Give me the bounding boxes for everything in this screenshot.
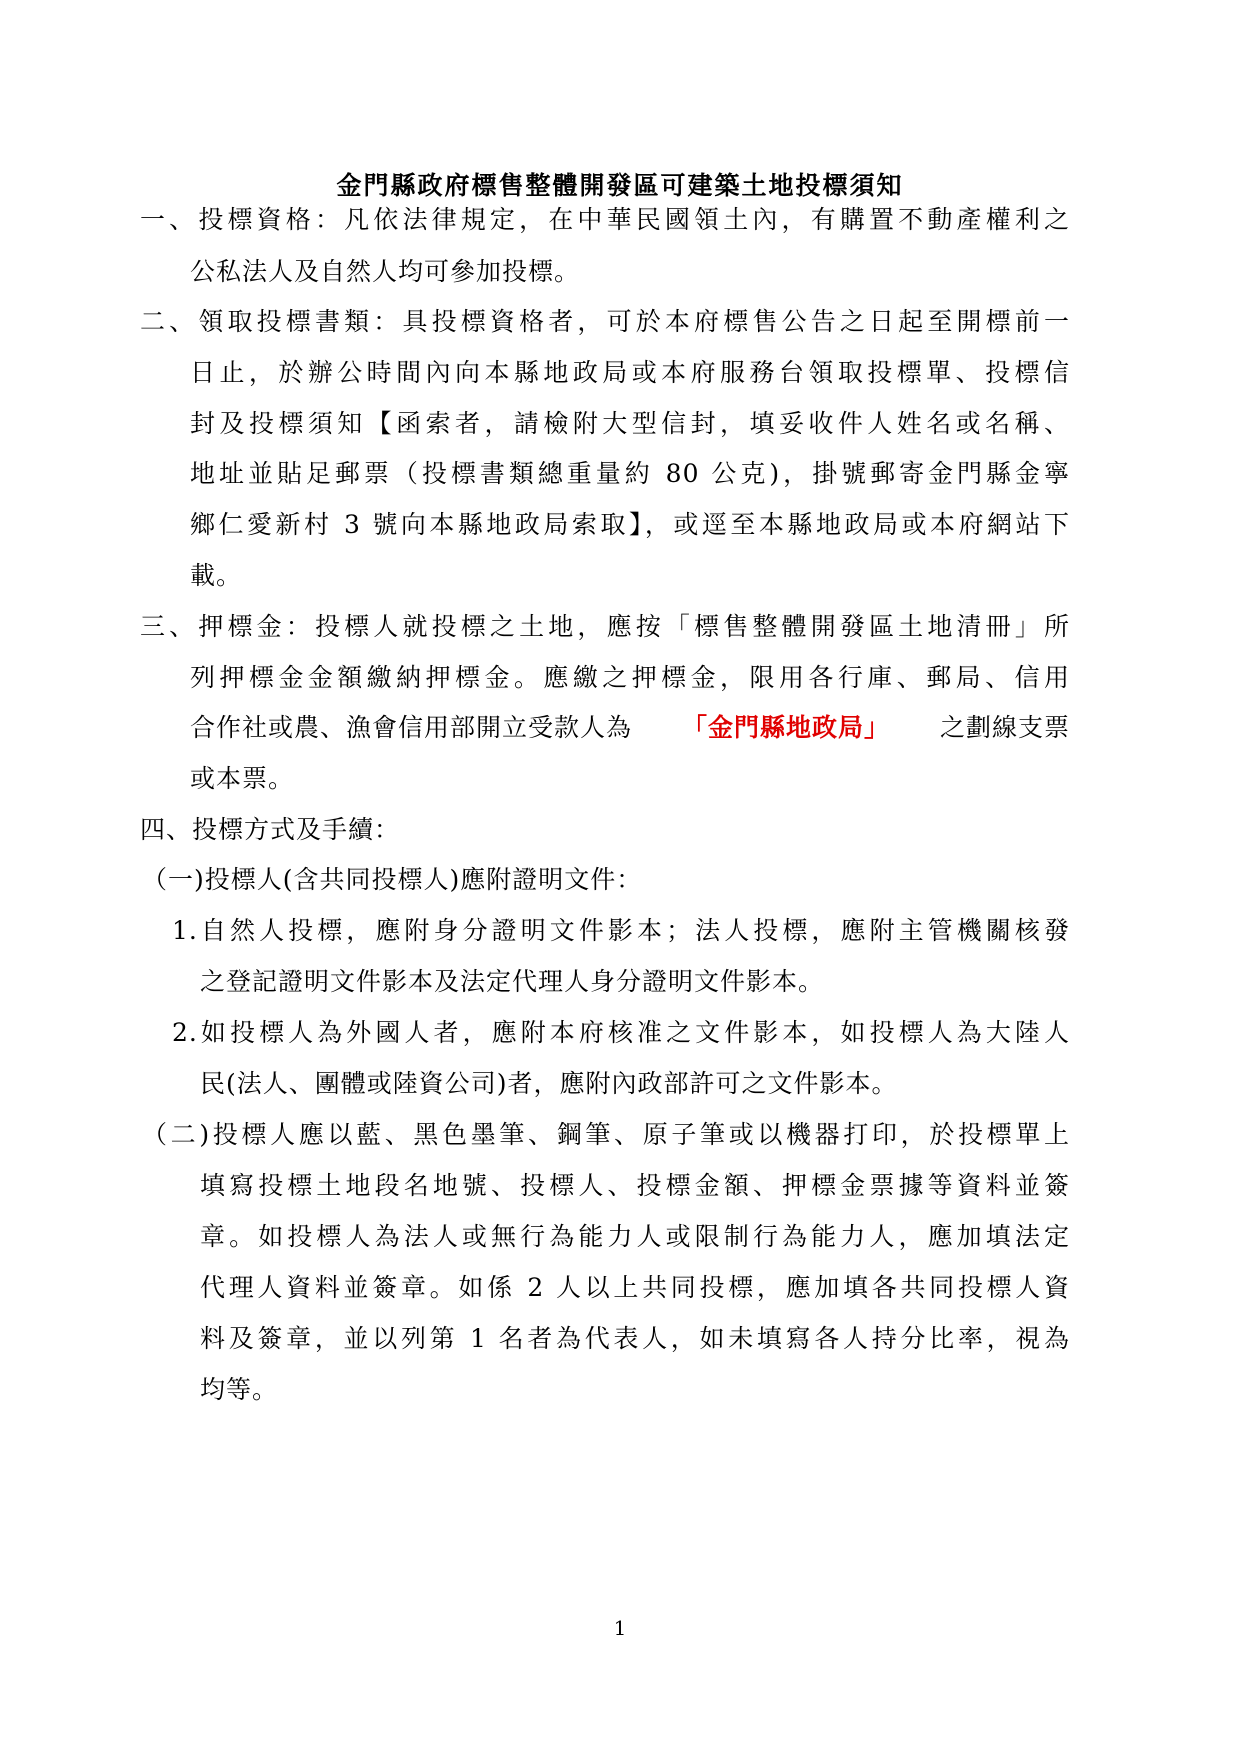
text-line: （二)投標人應以藍、黑色墨筆、鋼筆、原子筆或以機器打印，於投標單上 bbox=[142, 1120, 1070, 1149]
text-line: 四、投標方式及手續： bbox=[140, 815, 401, 844]
text-line: 鄉仁愛新村 3 號向本縣地政局索取】，或逕至本縣地政局或本府網站下 bbox=[190, 510, 1070, 539]
text-line: 地址並貼足郵票（投標書類總重量約 80 公克)，掛號郵寄金門縣金寧 bbox=[190, 459, 1070, 488]
text-line: 2.如投標人為外國人者，應附本府核准之文件影本，如投標人為大陸人 bbox=[172, 1018, 1070, 1047]
document-title: 金門縣政府標售整體開發區可建築土地投標須知 bbox=[336, 171, 904, 200]
text-line: 三、押標金：投標人就投標之土地，應按「標售整體開發區土地清冊」所 bbox=[140, 612, 1070, 641]
text-line: 封及投標須知【函索者，請檢附大型信封，填妥收件人姓名或名稱、 bbox=[190, 409, 1070, 438]
text-line: 1.自然人投標，應附身分證明文件影本；法人投標，應附主管機關核發 bbox=[172, 916, 1070, 945]
payee-highlight: 「金門縣地政局」 bbox=[681, 713, 890, 742]
text-line: 均等。 bbox=[200, 1375, 279, 1404]
text-line: 填寫投標土地段名地號、投標人、投標金額、押標金票據等資料並簽 bbox=[200, 1171, 1070, 1200]
page-number: 1 bbox=[613, 1616, 627, 1640]
text-segment: 合作社或農、漁會信用部開立受款人為 bbox=[190, 713, 633, 742]
text-line: （一)投標人(含共同投標人)應附證明文件： bbox=[142, 865, 643, 894]
text-line: 一、投標資格：凡依法律規定，在中華民國領土內，有購置不動產權利之 bbox=[140, 205, 1070, 234]
text-line: 民(法人、團體或陸資公司)者，應附內政部許可之文件影本。 bbox=[200, 1069, 898, 1098]
text-line: 或本票。 bbox=[190, 764, 295, 793]
text-line: 載。 bbox=[190, 561, 243, 590]
text-line: 代理人資料並簽章。如係 2 人以上共同投標，應加填各共同投標人資 bbox=[200, 1273, 1070, 1302]
text-segment: 之劃線支票 bbox=[939, 713, 1070, 742]
text-line: 日止，於辦公時間內向本縣地政局或本府服務台領取投標單、投標信 bbox=[190, 358, 1070, 387]
text-line: 料及簽章，並以列第 1 名者為代表人，如未填寫各人持分比率，視為 bbox=[200, 1324, 1070, 1353]
text-line: 公私法人及自然人均可參加投標。 bbox=[190, 257, 581, 286]
text-line-mixed bbox=[190, 710, 1070, 746]
text-line: 之登記證明文件影本及法定代理人身分證明文件影本。 bbox=[200, 967, 825, 996]
text-line: 列押標金金額繳納押標金。應繳之押標金，限用各行庫、郵局、信用 bbox=[190, 663, 1070, 692]
text-line: 章。如投標人為法人或無行為能力人或限制行為能力人，應加填法定 bbox=[200, 1222, 1070, 1251]
text-line: 二、領取投標書類：具投標資格者，可於本府標售公告之日起至開標前一 bbox=[140, 307, 1070, 336]
